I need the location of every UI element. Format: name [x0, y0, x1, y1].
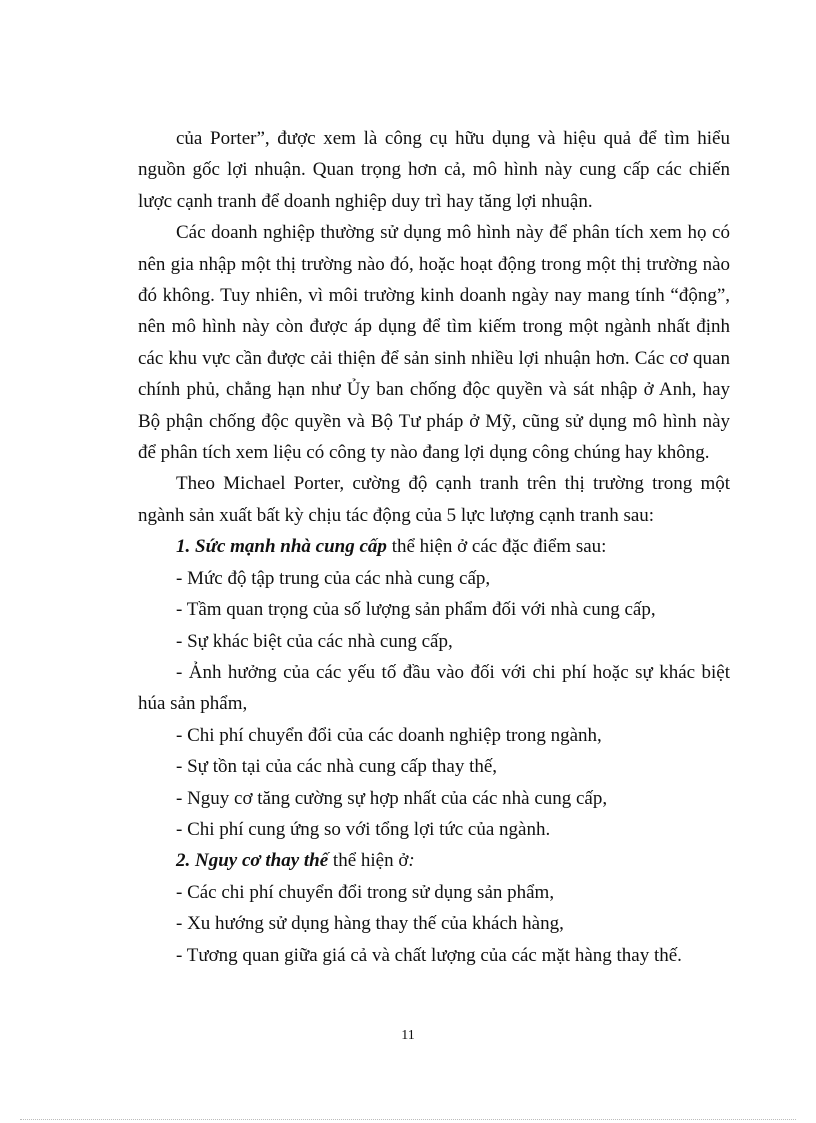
- list-item: - Ảnh hưởng của các yếu tố đầu vào đối với chi phí hoặc sự khác biệt húa sản phẩm,: [138, 661, 730, 715]
- section-2-title: 2. Nguy cơ thay thế: [176, 850, 329, 872]
- section-1-suffix: thể hiện ở các đặc điểm sau:: [386, 536, 607, 558]
- list-item: - Chi phí chuyển đổi của các doanh nghiệp trong ngành,: [176, 724, 602, 746]
- list-item: - Sự tồn tại của các nhà cung cấp thay thế,: [176, 756, 498, 778]
- paragraph-1: của Porter”, được xem là công cụ hữu dụng và hiệu quả để tìm hiểu nguồn gốc lợi nhuận. Quan trọng hơn cả, mô hình này cung cấp các chiến lược cạnh tranh để doanh nghiệp duy trì hay tăng lợi nhuận.: [138, 128, 730, 212]
- page-bottom-rule: [20, 1119, 796, 1120]
- section-2-colon: :: [408, 850, 415, 872]
- body-text: [138, 123, 730, 971]
- list-item: - Sự khác biệt của các nhà cung cấp,: [176, 630, 453, 652]
- section-2-heading: [138, 845, 730, 876]
- list-item: - Mức độ tập trung của các nhà cung cấp,: [176, 567, 491, 589]
- paragraph-2: Các doanh nghiệp thường sử dụng mô hình này để phân tích xem họ có nên gia nhập một thị trường nào đó, hoặc hoạt động trong một thị trường nào đó không. Tuy nhiên, vì môi trường kinh doanh ngày nay mang tính “động”, nên mô hình này còn được áp dụng để tìm kiếm trong một ngành nhất định các khu vực cần được cải thiện để sản sinh nhiều lợi nhuận hơn. Các cơ quan chính phủ, chẳng hạn như Ủy ban chống độc quyền và sát nhập ở Anh, hay Bộ phận chống độc quyền và Bộ Tư pháp ở Mỹ, cũng sử dụng mô hình này để phân tích xem liệu có công ty nào đang lợi dụng công chúng hay không.: [138, 222, 730, 464]
- paragraph-3: Theo Michael Porter, cường độ cạnh tranh trên thị trường trong một ngành sản xuất bất kỳ chịu tác động của 5 lực lượng cạnh tranh sau:: [138, 473, 730, 526]
- list-item: - Tầm quan trọng của số lượng sản phẩm đối với nhà cung cấp,: [176, 599, 656, 621]
- list-item: - Các chi phí chuyển đổi trong sử dụng sản phẩm,: [176, 881, 555, 903]
- list-item: - Chi phí cung ứng so với tổng lợi tức của ngành.: [176, 818, 551, 840]
- list-item: - Xu hướng sử dụng hàng thay thế của khách hàng,: [176, 913, 564, 935]
- section-2-suffix: thể hiện ở: [328, 850, 409, 872]
- section-1-title: 1. Sức mạnh nhà cung cấp: [176, 536, 387, 558]
- section-1-heading: [138, 531, 730, 562]
- page-number: 11: [401, 1028, 415, 1043]
- list-item: - Tương quan giữa giá cả và chất lượng của các mặt hàng thay thế.: [176, 944, 682, 966]
- list-item: - Nguy cơ tăng cường sự hợp nhất của các nhà cung cấp,: [176, 787, 608, 809]
